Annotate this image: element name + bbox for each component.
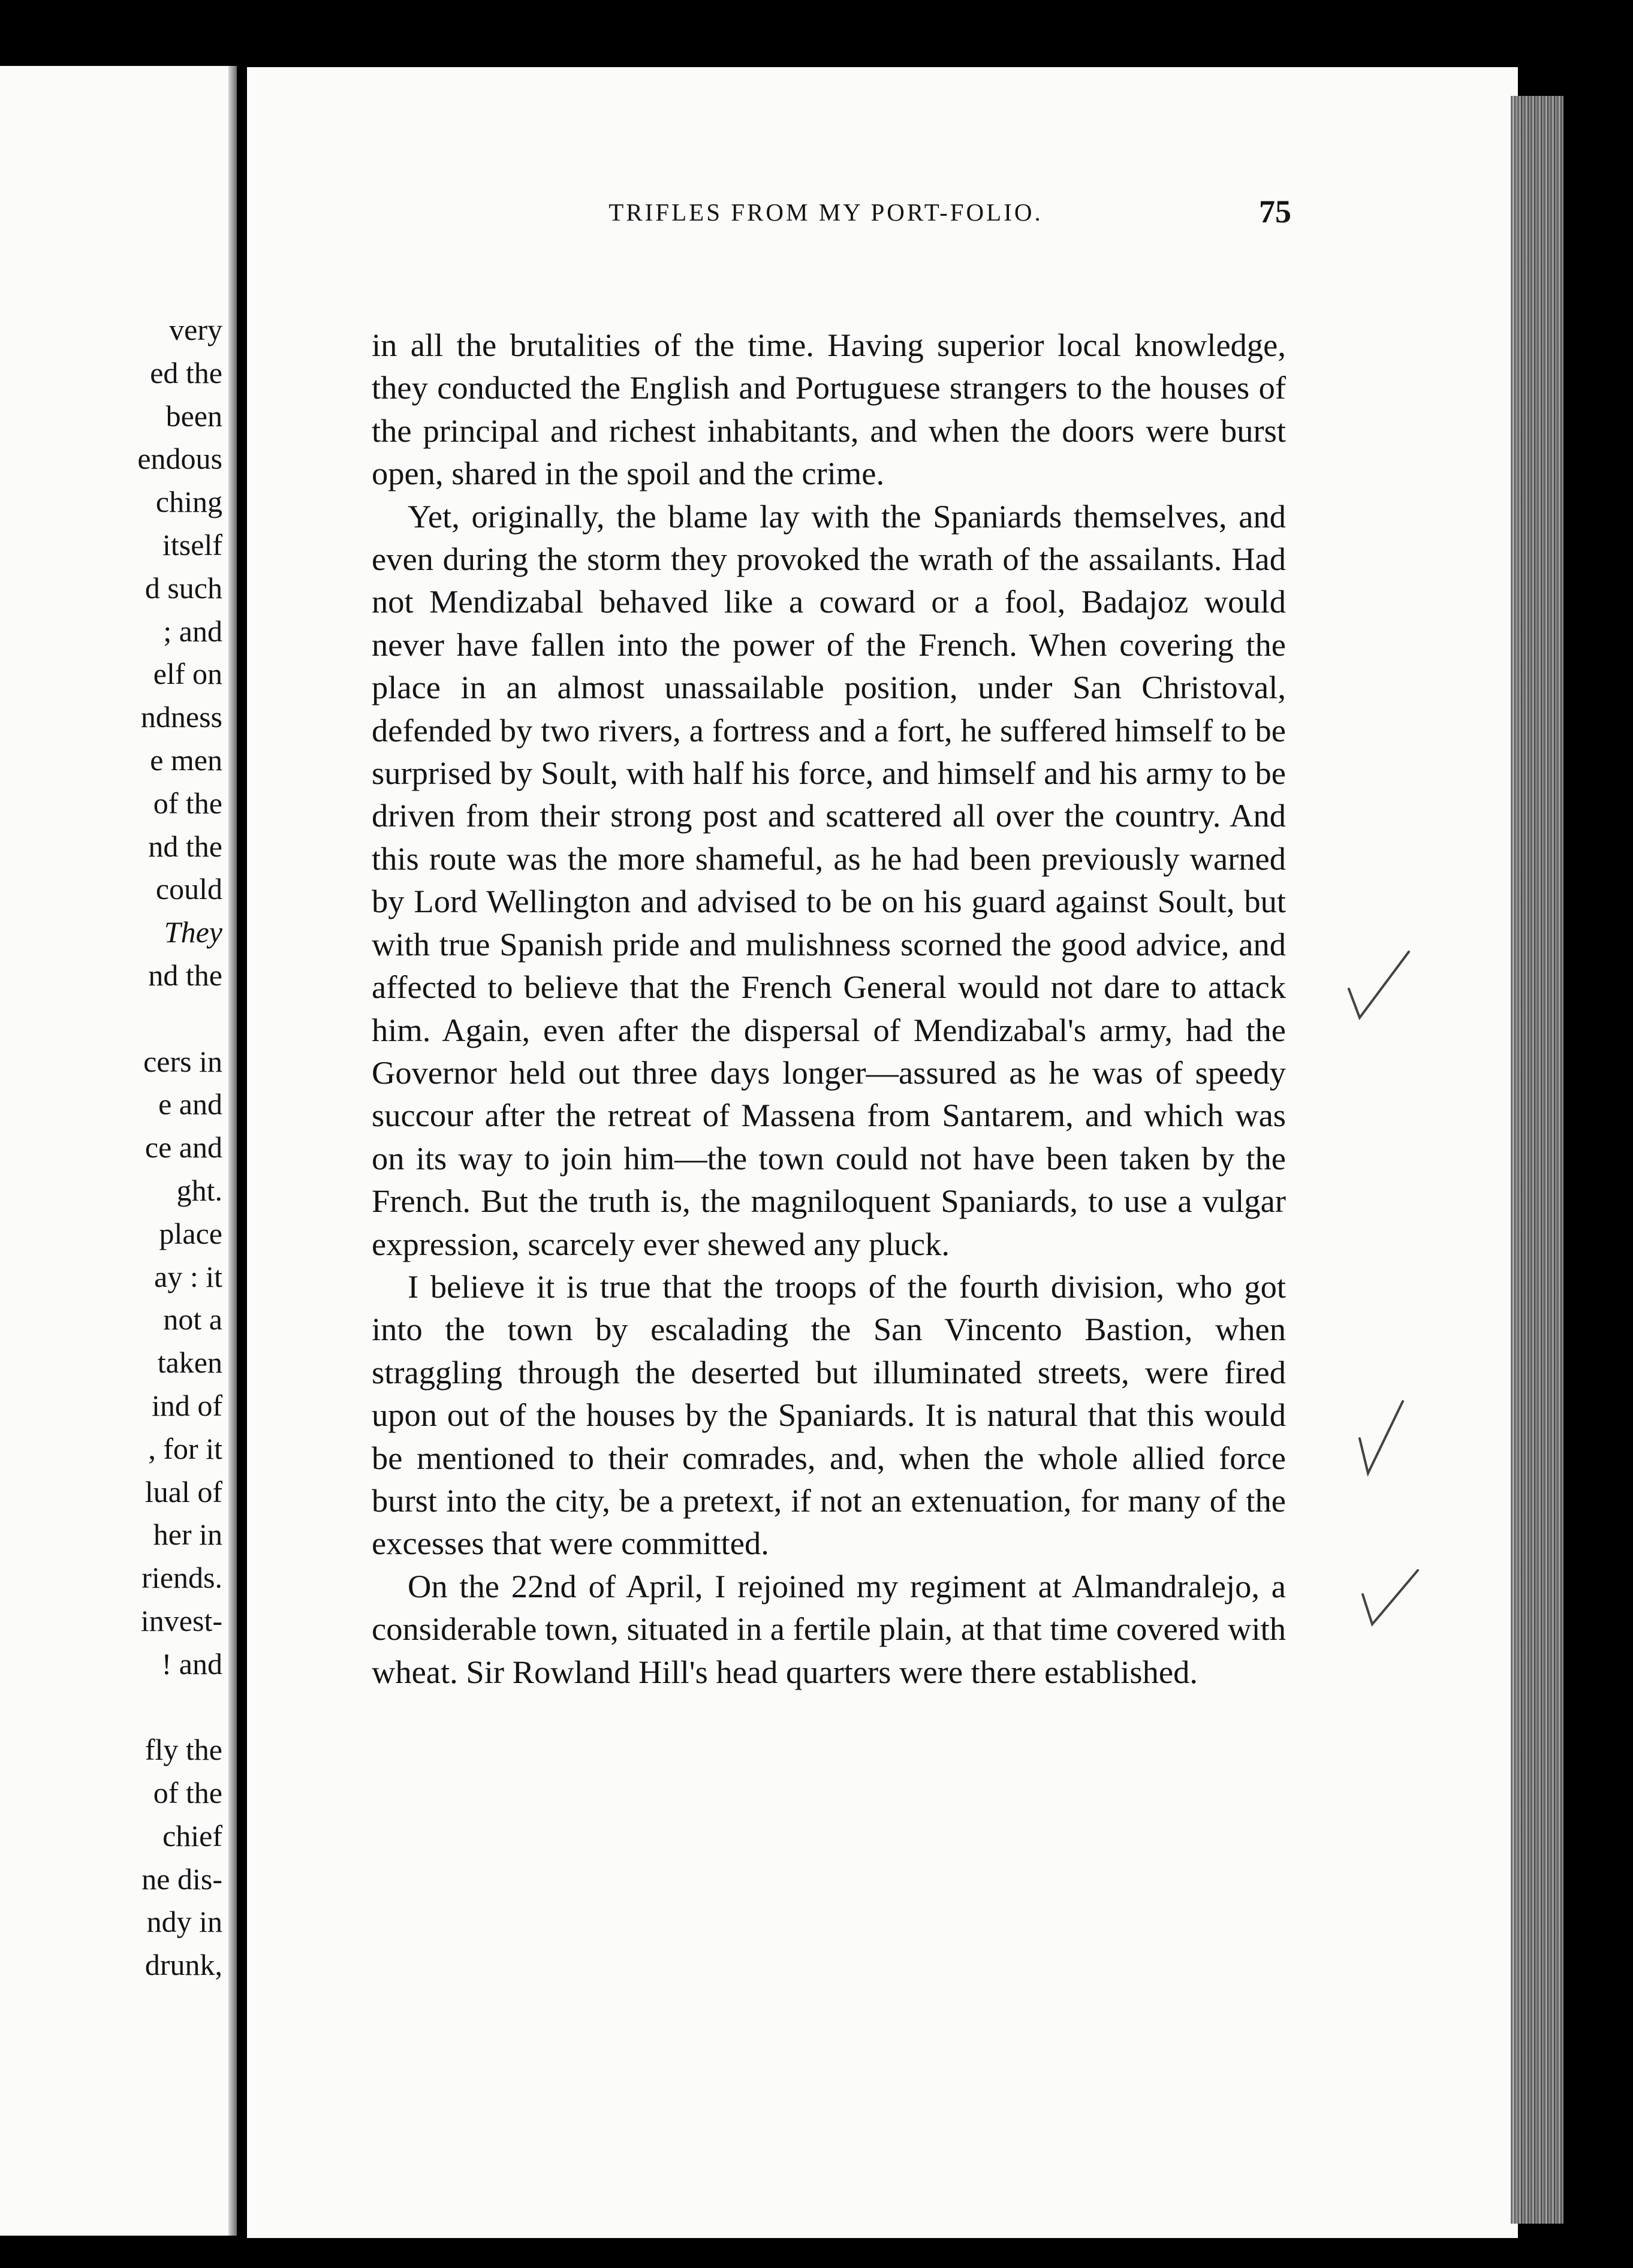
- left-line: e and: [158, 1087, 222, 1121]
- page-fore-edge: [1511, 96, 1563, 2224]
- paragraph: On the 22nd of April, I rejoined my regiment at Almandralejo, a considerable town, situated in a fertile plain, at that time covered with wheat. Sir Rowland Hill's head quarters were there established.: [372, 1567, 1286, 1690]
- paragraph: in all the brutalities of the time. Having superior local knowledge, they conducted the English and Portuguese strangers to the houses of the principal and richest inhabitants, and when the doors were burst open, shared in the spoil and the crime.: [372, 327, 1286, 492]
- left-line: could: [155, 872, 222, 906]
- left-line: ne dis-: [141, 1862, 222, 1896]
- left-line: ind of: [151, 1388, 222, 1422]
- running-head: TRIFLES FROM MY PORT-FOLIO.: [608, 198, 1043, 226]
- left-line: elf on: [153, 657, 222, 691]
- left-line: [137, 997, 222, 1040]
- left-line: drunk,: [144, 1948, 222, 1982]
- left-line: been: [165, 399, 222, 433]
- left-line: e men: [150, 743, 222, 777]
- left-line: place: [159, 1216, 222, 1250]
- left-line: d such: [144, 571, 222, 605]
- left-line: They: [164, 915, 222, 949]
- left-line: nd the: [148, 958, 222, 992]
- left-line: ed the: [150, 355, 222, 390]
- left-page-text: [137, 309, 222, 1987]
- left-line: ; and: [163, 614, 222, 648]
- left-line: lual of: [144, 1474, 222, 1509]
- left-line: [137, 1686, 222, 1729]
- page-number: 75: [1259, 194, 1291, 230]
- left-facing-page: [0, 66, 237, 2236]
- left-line: ay : it: [154, 1259, 222, 1293]
- left-line: cers in: [143, 1044, 222, 1078]
- left-line: ndness: [140, 700, 222, 734]
- left-line: ght.: [176, 1173, 222, 1207]
- left-line: itself: [162, 527, 222, 562]
- book-gutter: [228, 66, 237, 2236]
- paragraph: I believe it is true that the troops of the fourth division, who got into the town by escalading the San Vincento Bastion, when straggling through the deserted but illuminated streets, were fired upon out of the houses by the Spaniards. It is natural that this would be mentioned to their comrades, and, when the whole allied force burst into the city, be a pretext, if not an extenuation, for many of the excesses that were committed.: [372, 1268, 1286, 1562]
- left-line: not a: [163, 1302, 222, 1337]
- left-line: very: [169, 313, 222, 346]
- left-line: , for it: [148, 1431, 222, 1465]
- left-line: fly the: [144, 1733, 222, 1767]
- left-line: of the: [153, 786, 222, 820]
- left-line: her in: [153, 1518, 222, 1552]
- left-line: ndy in: [146, 1905, 222, 1939]
- pencil-check-mark-icon: [1358, 1564, 1424, 1630]
- left-line: endous: [137, 442, 222, 476]
- left-line: ching: [155, 485, 222, 519]
- left-line: chief: [162, 1818, 222, 1853]
- left-line: ! and: [161, 1646, 222, 1681]
- left-line: nd the: [148, 829, 222, 863]
- paragraph: Yet, originally, the blame lay with the Spaniards themselves, and even during the storm they provoked the wrath of the assailants. Had not Mendizabal behaved like a coward or a fool, Badajoz would never have fallen into the power of the French. When covering the place in an almost unassailable position, under San Christoval, defended by two rivers, a fortress and a fort, he suffered himself to be surprised by Soult, with half his force, and himself and his army to be driven from their strong post and scattered all over the country. And this route was the more shameful, as he had been previously warned by Lord Wellington and advised to be on his guard against Soult, but with true Spanish pride and mulishness scorned the good advice, and affected to believe that the French General would not dare to attack him. Again, even after the dispersal of Mendizabal's army, had the Governor held out three days longer—assured as he was of speedy succour after the retreat of Massena from Santarem, and which was on its way to join him—the town could not have been taken by the French. But the truth is, the magniloquent Spaniards, to use a vulgar expression, scarcely ever shewed any pluck.: [372, 497, 1286, 1262]
- pencil-check-mark-icon: [1343, 947, 1415, 1025]
- left-line: ce and: [144, 1130, 222, 1165]
- left-line: of the: [153, 1776, 222, 1810]
- body-text: [372, 324, 1286, 1693]
- left-line: riends.: [141, 1561, 222, 1595]
- left-line: taken: [157, 1346, 222, 1380]
- pencil-check-mark-icon: [1355, 1397, 1409, 1480]
- left-line: invest-: [140, 1603, 222, 1637]
